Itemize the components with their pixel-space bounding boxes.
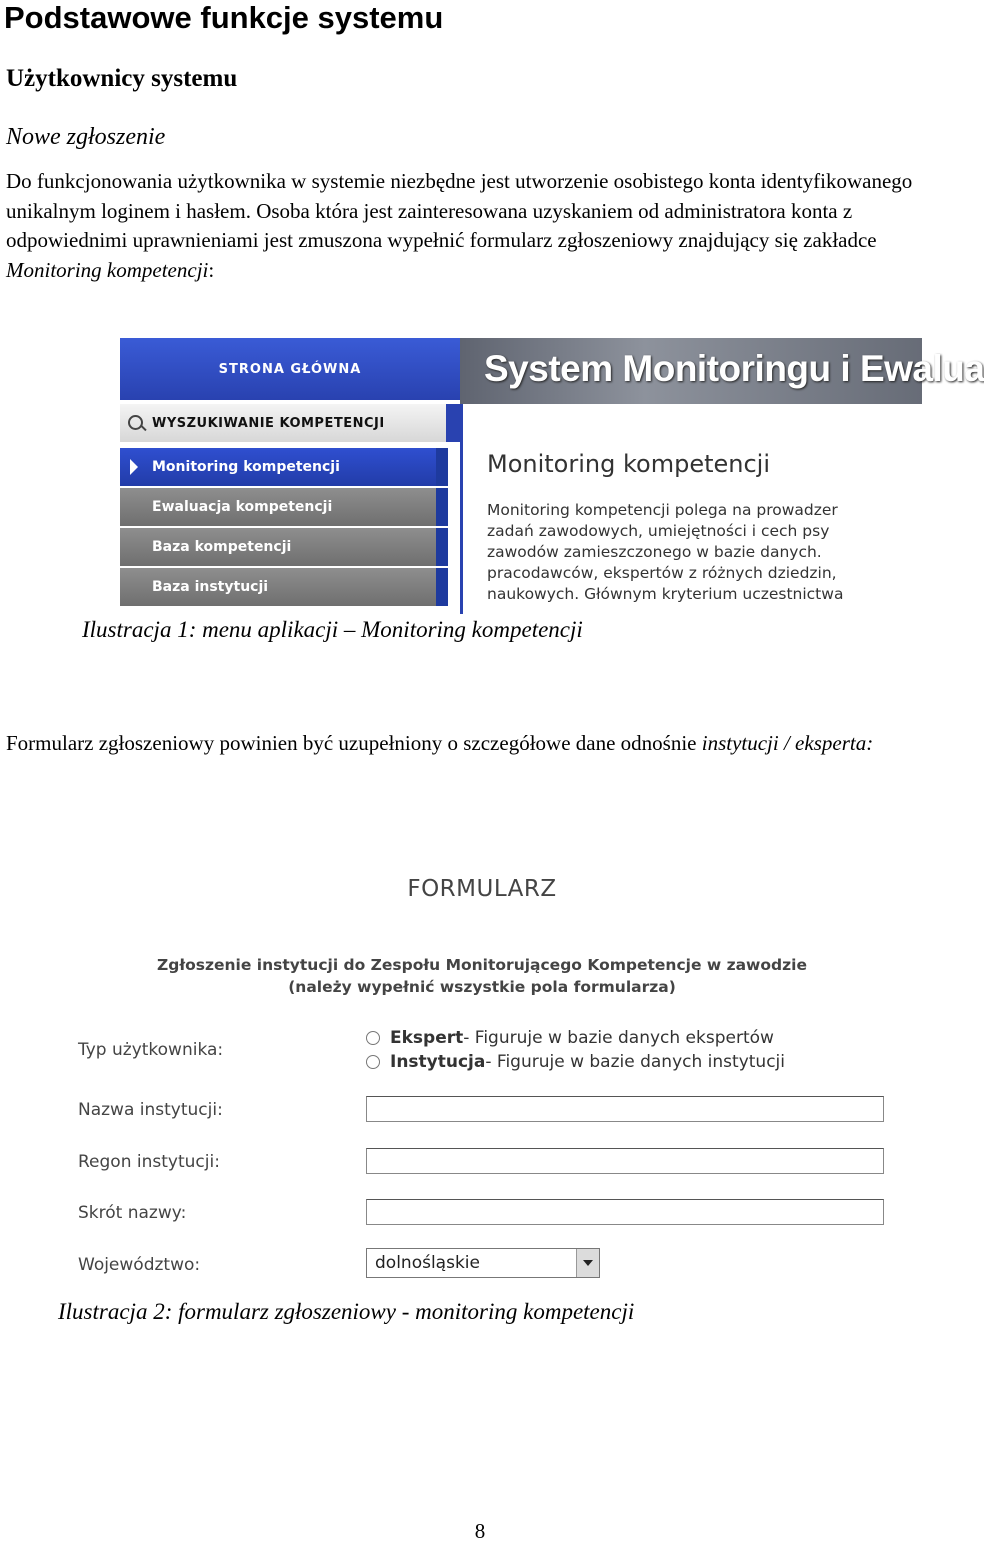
regon-input[interactable] <box>366 1148 884 1174</box>
subsection-heading: Użytkownicy systemu <box>6 65 238 92</box>
radio-expert-button[interactable] <box>366 1031 380 1045</box>
form-paragraph <box>6 729 956 759</box>
content-divider <box>460 404 463 614</box>
form-subtitle-line1: Zgłoszenie instytucji do Zespołu Monitorującego Kompetencje w zawodzie <box>157 956 807 974</box>
content-line: pracodawców, ekspertów z różnych dziedzin, <box>487 564 837 582</box>
page-number: 8 <box>474 1519 486 1543</box>
search-icon <box>128 415 143 430</box>
menu-edge <box>436 488 448 526</box>
content-title: Monitoring kompetencji <box>487 450 770 478</box>
form-title: FORMULARZ <box>407 876 557 902</box>
figure-caption-2: Ilustracja 2: formularz zgłoszeniowy - monitoring kompetencji <box>58 1299 635 1324</box>
menu-item-institution-base-label: Baza instytucji <box>152 579 269 595</box>
regon-label: Regon instytucji: <box>78 1152 220 1172</box>
radio-institution[interactable] <box>366 1052 785 1072</box>
menu-edge <box>436 448 448 486</box>
radio-institution-button[interactable] <box>366 1055 380 1069</box>
app-banner <box>460 338 984 404</box>
menu-item-monitoring-label: Monitoring kompetencji <box>152 459 340 475</box>
radio-institution-text: - Figuruje w bazie danych instytucji <box>485 1052 785 1072</box>
banner-title: System Monitoringu i Ewalua <box>484 348 984 389</box>
form-subtitle-line2: (należy wypełnić wszystkie pola formularza) <box>288 978 676 996</box>
voivodeship-select[interactable] <box>366 1248 600 1278</box>
menu-item-home[interactable] <box>120 338 460 400</box>
institution-name-label: Nazwa instytucji: <box>78 1100 223 1120</box>
radio-institution-bold: Instytucja <box>390 1052 486 1072</box>
menu-item-competence-base-label: Baza kompetencji <box>152 539 292 555</box>
menu-edge <box>436 568 448 606</box>
short-name-label: Skrót nazwy: <box>78 1203 187 1223</box>
arrow-right-icon <box>130 459 138 475</box>
radio-expert[interactable] <box>366 1028 774 1048</box>
content-body <box>487 500 967 605</box>
voivodeship-label: Województwo: <box>78 1255 201 1275</box>
section-heading: Podstawowe funkcje systemu <box>4 0 444 35</box>
content-line: zawodów zamieszczonego w bazie danych. <box>487 543 822 561</box>
user-type-label: Typ użytkownika: <box>78 1040 224 1060</box>
menu-item-evaluation[interactable] <box>120 488 448 526</box>
radio-expert-text: - Figuruje w bazie danych ekspertów <box>463 1028 774 1048</box>
intro-text: Do funkcjonowania użytkownika w systemie niezbędne jest utworzenie osobistego konta identyfikowanego unikalnym loginem i hasłem. Osoba która jest zainteresowana uzyskaniem od administratora konta z odpowiednimi uprawnieniami jest zmuszona wypełnić formularz zgłoszeniowy znajdujący się zakładce <box>6 169 913 252</box>
menu-item-institution-base[interactable] <box>120 568 448 606</box>
menu-item-evaluation-label: Ewaluacja kompetencji <box>152 499 333 515</box>
voivodeship-value: dolnośląskie <box>375 1253 480 1273</box>
figure-caption-1: Ilustracja 1: menu aplikacji – Monitoring kompetencji <box>82 617 583 642</box>
intro-tail: : <box>208 257 215 282</box>
menu-item-search-label: WYSZUKIWANIE KOMPETENCJI <box>152 415 385 431</box>
content-line: zadań zawodowych, umiejętności i cech psy <box>487 522 830 540</box>
radio-expert-bold: Ekspert <box>390 1028 464 1048</box>
form-screenshot <box>62 862 902 1292</box>
institution-name-input[interactable] <box>366 1096 884 1122</box>
menu-item-monitoring[interactable] <box>120 448 448 486</box>
content-line: Monitoring kompetencji polega na prowadzer <box>487 501 838 519</box>
menu-edge <box>436 528 448 566</box>
menu-item-home-label: STRONA GŁÓWNA <box>218 361 362 377</box>
subsubsection-heading: Nowe zgłoszenie <box>6 124 166 150</box>
app-menu <box>120 338 460 614</box>
short-name-input[interactable] <box>366 1199 884 1225</box>
menu-item-competence-base[interactable] <box>120 528 448 566</box>
content-line: naukowych. Głównym kryterium uczestnictwa <box>487 585 844 603</box>
menu-edge <box>446 404 460 442</box>
chevron-down-icon <box>583 1260 593 1266</box>
intro-italic: Monitoring kompetencji <box>6 257 209 282</box>
menu-item-search[interactable] <box>120 404 460 442</box>
intro-paragraph <box>6 167 956 285</box>
form-subtitle <box>62 954 902 998</box>
form-paragraph-text: Formularz zgłoszeniowy powinien być uzupełniony o szczegółowe dane odnośnie <box>6 731 702 755</box>
dropdown-button[interactable] <box>576 1249 599 1277</box>
form-paragraph-italic: instytucji / eksperta: <box>701 731 874 755</box>
menu-screenshot <box>120 338 984 614</box>
